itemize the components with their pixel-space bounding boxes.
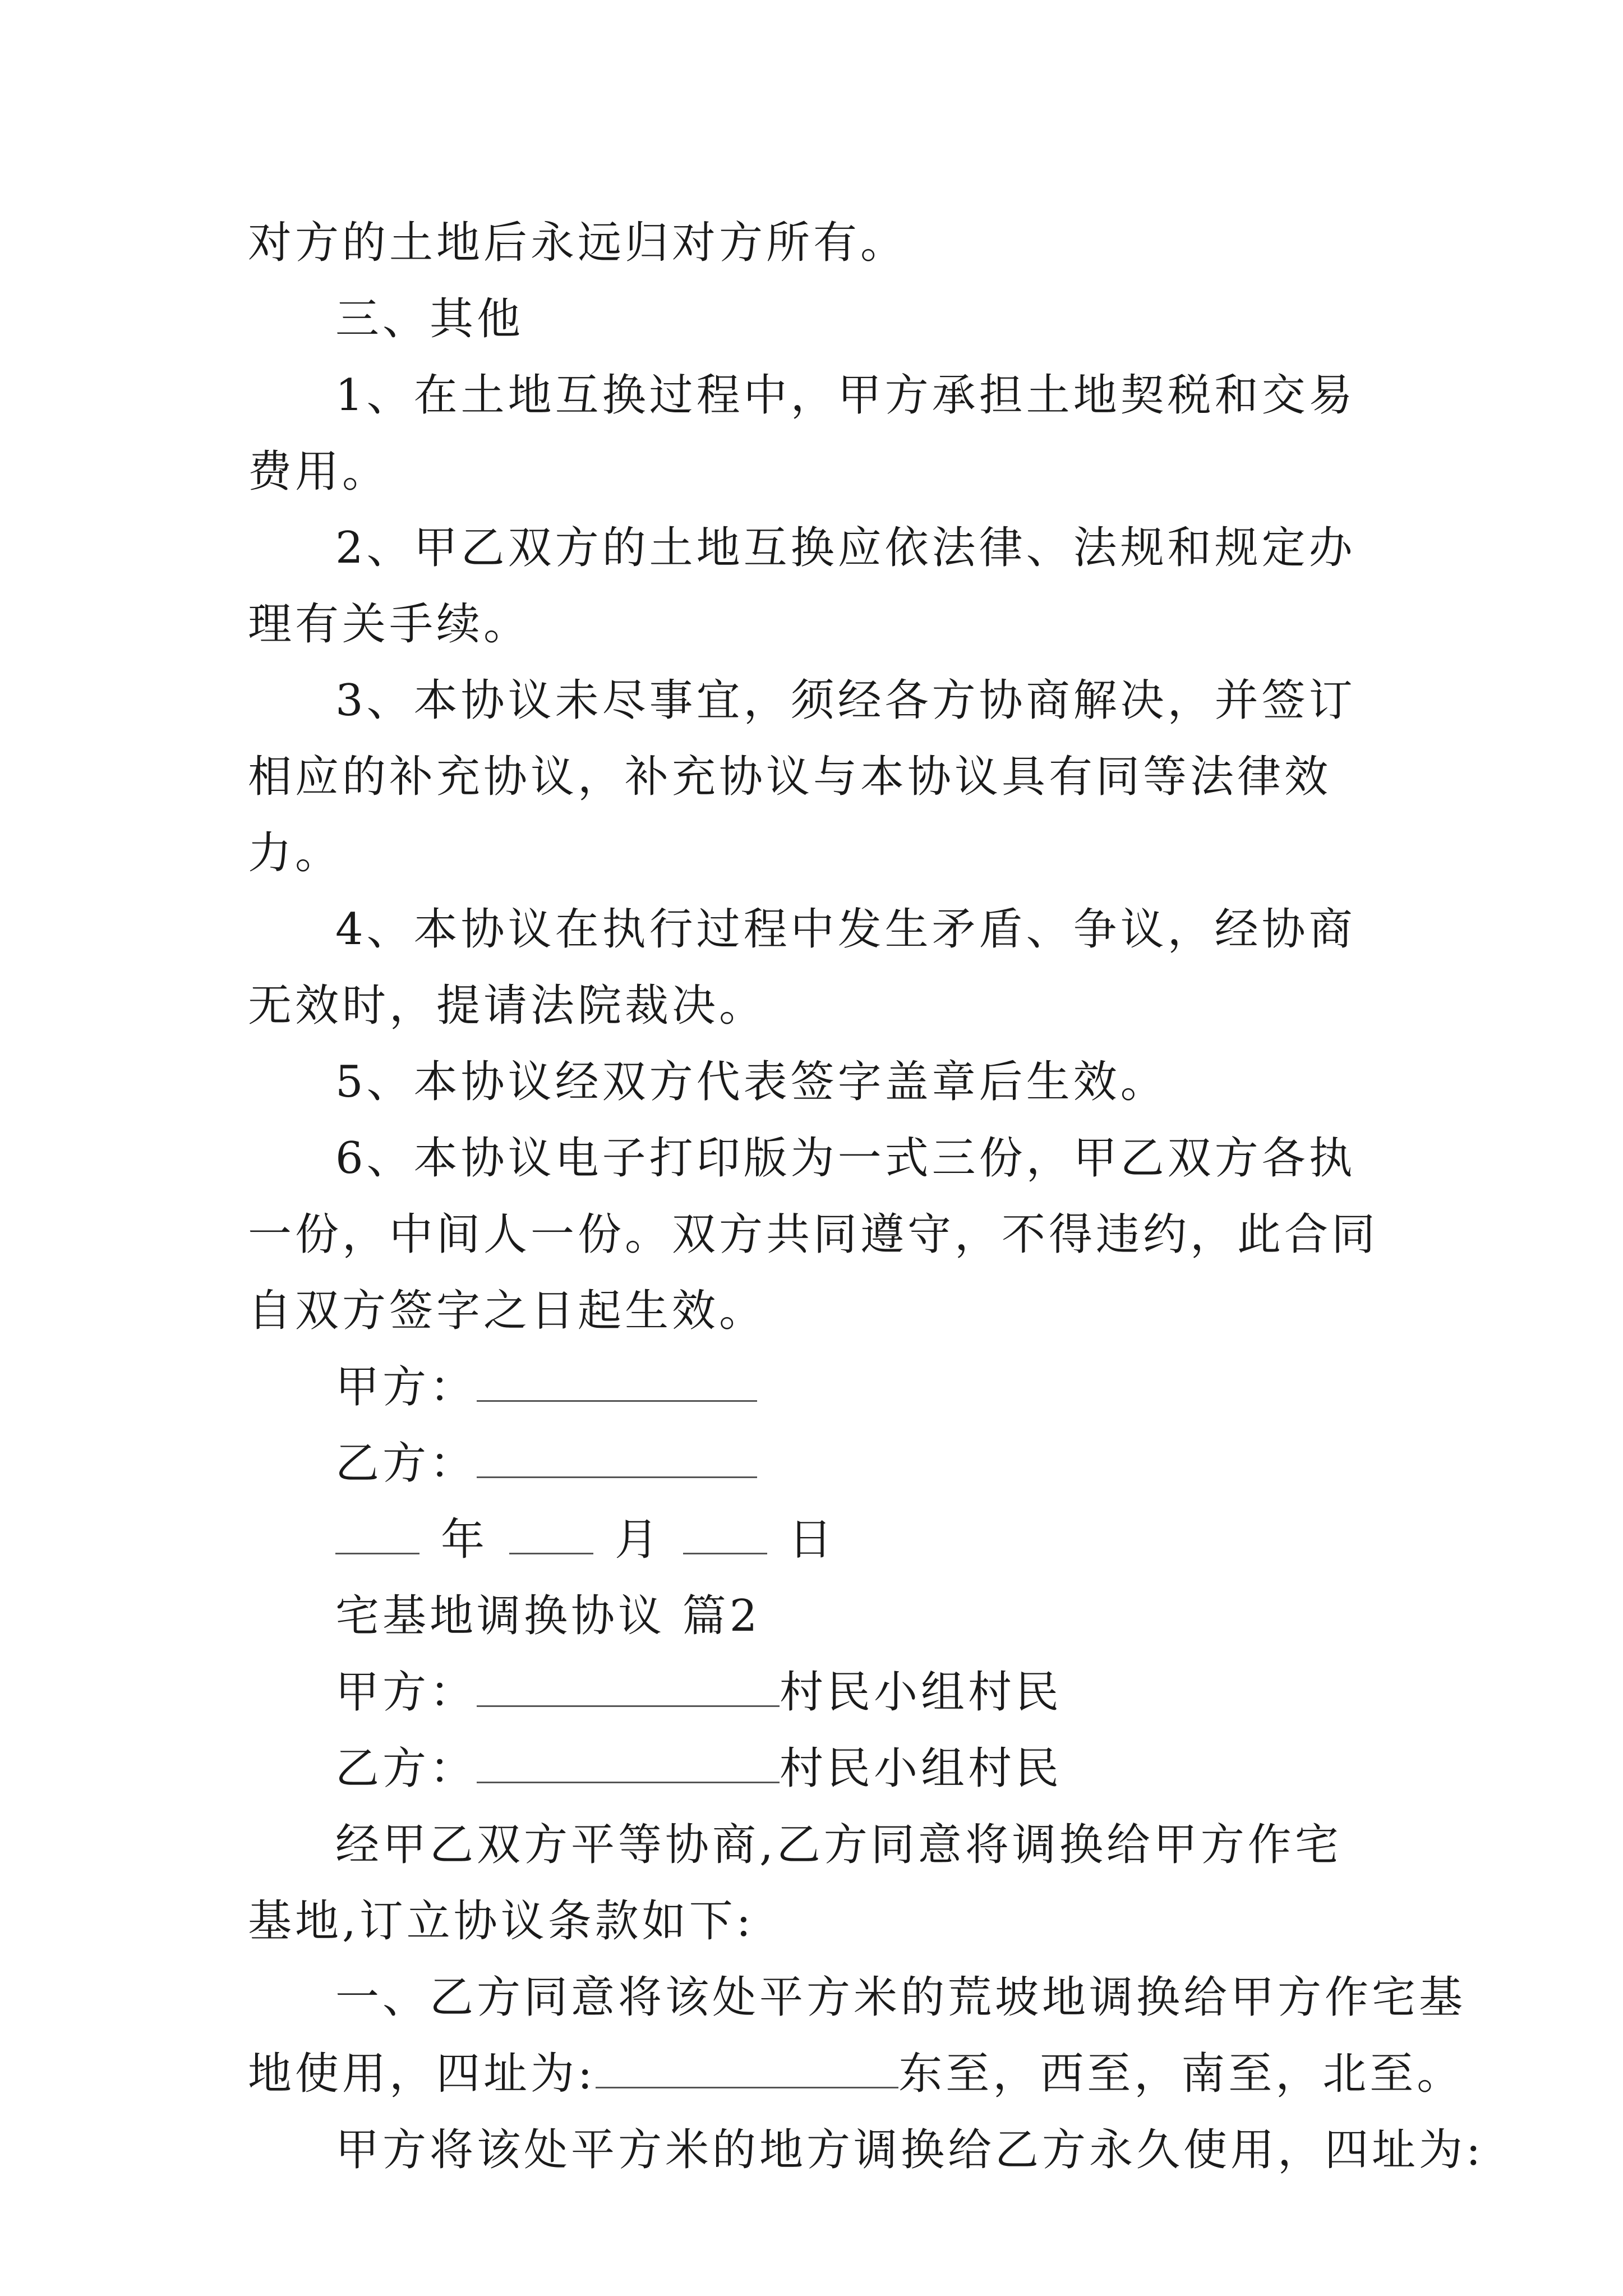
signature-party-b (248, 1425, 1381, 1502)
section2-clause1-suffix: 东至，西至，南至，北至。 (898, 2049, 1464, 2099)
clause-3: 3、本协议未尽事宜，须经各方协商解决，并签订相应的补充协议，补充协议与本协议具有同等法律效力。 (248, 675, 1356, 878)
party-b-signature-blank (477, 1439, 757, 1478)
section2-party-b-blank (477, 1745, 780, 1783)
month-label: 月 (615, 1515, 662, 1565)
day-blank (683, 1516, 767, 1554)
party-a-signature-blank (477, 1363, 757, 1402)
month-blank (509, 1516, 593, 1554)
paragraph-ownership: 对方的土地后永远归对方所有。 (248, 218, 908, 268)
section2-clause2: 甲方将该处平方米的地方调换给乙方永久使用，四址为: (335, 2125, 1484, 2175)
clause-5: 5、本协议经双方代表签字盖章后生效。 (335, 1057, 1168, 1107)
section2-party-a-suffix: 村民小组村民 (780, 1667, 1063, 1718)
section2-intro: 经甲乙双方平等协商,乙方同意将调换给甲方作宅基地,订立协议条款如下: (248, 1820, 1342, 1947)
section2-party-b (248, 1731, 1381, 1807)
signature-party-a (248, 1349, 1381, 1425)
section2-boundary-blank (596, 2050, 898, 2088)
section2-party-a-blank (477, 1668, 780, 1707)
section2-clause1-line1: 一、乙方同意将该处平方米的荒坡地调换给甲方作宅基 (335, 1972, 1467, 2023)
section-heading-other: 三、其他 (335, 294, 524, 344)
section2-party-a (248, 1654, 1381, 1731)
party-a-label: 甲方： (335, 1362, 477, 1412)
section2-party-a-label: 甲方： (335, 1667, 477, 1718)
document-body (248, 205, 1484, 2188)
party-b-label: 乙方： (335, 1438, 477, 1489)
clause-6: 6、本协议电子打印版为一式三份，甲乙双方各执一份，中间人一份。双方共同遵守，不得违约，此合同自双方签字之日起生效。 (248, 1133, 1379, 1336)
section2-clause1-prefix: 地使用，四址为: (248, 2049, 596, 2099)
section2-party-b-suffix: 村民小组村民 (780, 1743, 1063, 1794)
day-label: 日 (789, 1515, 836, 1565)
year-label: 年 (441, 1515, 488, 1565)
clause-2: 2、甲乙双方的土地互换应依法律、法规和规定办理有关手续。 (248, 523, 1356, 650)
signature-date (248, 1502, 1381, 1578)
section2-title: 宅基地调换协议 篇2 (335, 1591, 761, 1641)
section2-clause1-line2 (248, 2036, 1464, 2112)
clause-1: 1、在土地互换过程中，甲方承担土地契税和交易费用。 (248, 370, 1356, 497)
clause-4: 4、本协议在执行过程中发生矛盾、争议，经协商无效时，提请法院裁决。 (248, 904, 1356, 1031)
section2-party-b-label: 乙方： (335, 1743, 477, 1794)
year-blank (335, 1516, 419, 1554)
